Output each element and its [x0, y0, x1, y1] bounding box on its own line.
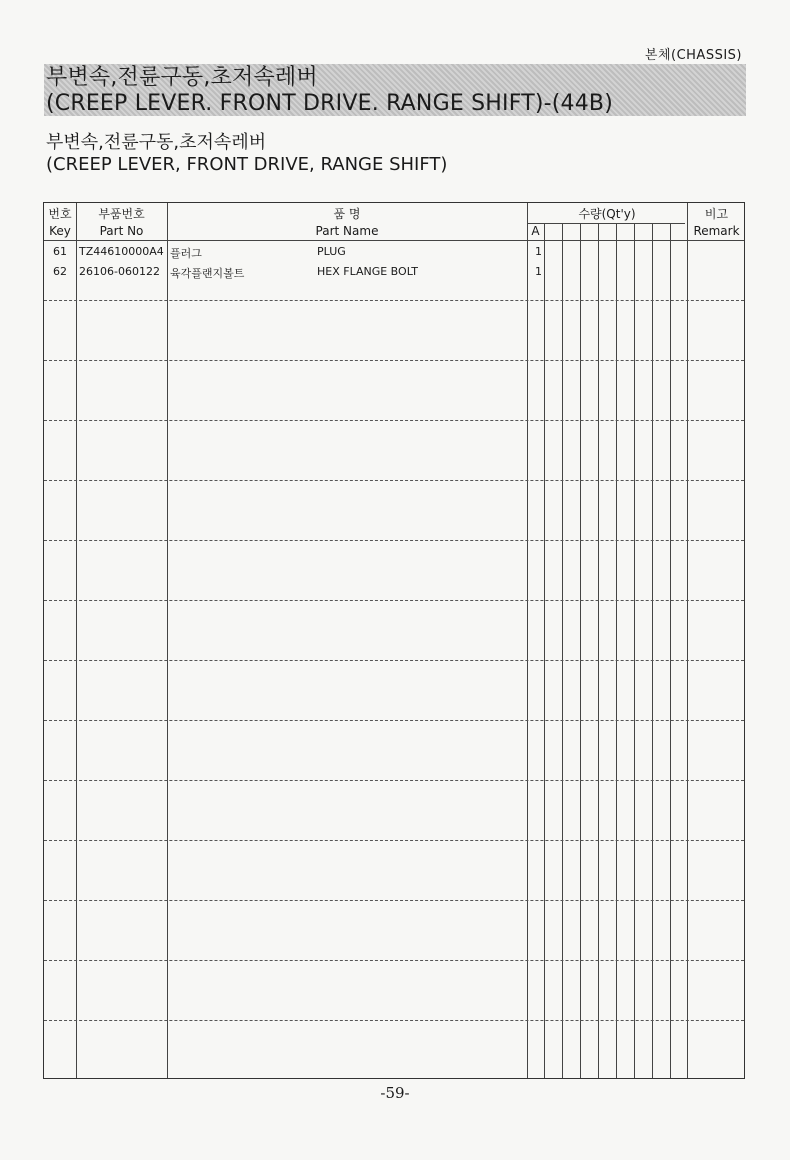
header-remark-en: Remark — [693, 224, 740, 238]
header-partno-en: Part No — [99, 224, 144, 238]
col-divider — [167, 203, 168, 1078]
header-name-en: Part Name — [315, 224, 379, 238]
col-divider — [687, 203, 688, 1078]
row-separator — [44, 780, 744, 781]
header-qty: 수량(Qt'y) — [578, 207, 636, 221]
row-key: 61 — [53, 245, 67, 258]
page-number: -59- — [380, 1084, 410, 1102]
qty-header-rule — [527, 223, 685, 224]
qty-divider — [616, 223, 617, 1078]
section-tag: 본체(CHASSIS) — [644, 48, 742, 63]
row-part-no: 26106-060122 — [79, 265, 160, 278]
qty-divider — [634, 223, 635, 1078]
row-name-en: HEX FLANGE BOLT — [317, 265, 419, 278]
qty-divider — [544, 223, 545, 1078]
row-separator — [44, 840, 744, 841]
header-remark-ko: 비고 — [704, 207, 729, 221]
header-qty-a: A — [531, 224, 540, 238]
row-qty-a: 1 — [535, 265, 542, 278]
qty-divider — [598, 223, 599, 1078]
row-separator — [44, 300, 744, 301]
subtitle-english: (CREEP LEVER, FRONT DRIVE, RANGE SHIFT) — [46, 154, 448, 175]
row-name-ko: 육각플랜지볼트 — [170, 267, 245, 280]
parts-table — [43, 202, 745, 1079]
row-key: 62 — [53, 265, 67, 278]
qty-divider — [580, 223, 581, 1078]
title-band — [44, 64, 746, 116]
header-partno-ko: 부품번호 — [98, 207, 145, 221]
qty-divider — [670, 223, 671, 1078]
row-separator — [44, 720, 744, 721]
row-separator — [44, 900, 744, 901]
header-key-en: Key — [49, 224, 71, 238]
qty-divider — [652, 223, 653, 1078]
row-separator — [44, 540, 744, 541]
subtitle-korean: 부변속,전륜구동,초저속레버 — [46, 132, 267, 153]
row-qty-a: 1 — [535, 245, 542, 258]
row-name-en: PLUG — [317, 245, 346, 258]
title-korean: 부변속,전륜구동,초저속레버 — [46, 65, 318, 90]
col-divider — [527, 203, 528, 1078]
row-separator — [44, 1020, 744, 1021]
row-separator — [44, 660, 744, 661]
header-key-ko: 번호 — [48, 207, 72, 221]
row-name-ko: 플러그 — [170, 247, 202, 260]
col-divider — [76, 203, 77, 1078]
row-separator — [44, 480, 744, 481]
row-separator — [44, 960, 744, 961]
title-english: (CREEP LEVER. FRONT DRIVE. RANGE SHIFT)-(44B) — [46, 91, 614, 116]
row-separator — [44, 600, 744, 601]
qty-divider — [562, 223, 563, 1078]
header-name-ko: 품 명 — [333, 207, 361, 221]
header-rule — [44, 240, 744, 241]
row-part-no: TZ44610000A4 — [79, 245, 164, 258]
row-separator — [44, 420, 744, 421]
row-separator — [44, 360, 744, 361]
